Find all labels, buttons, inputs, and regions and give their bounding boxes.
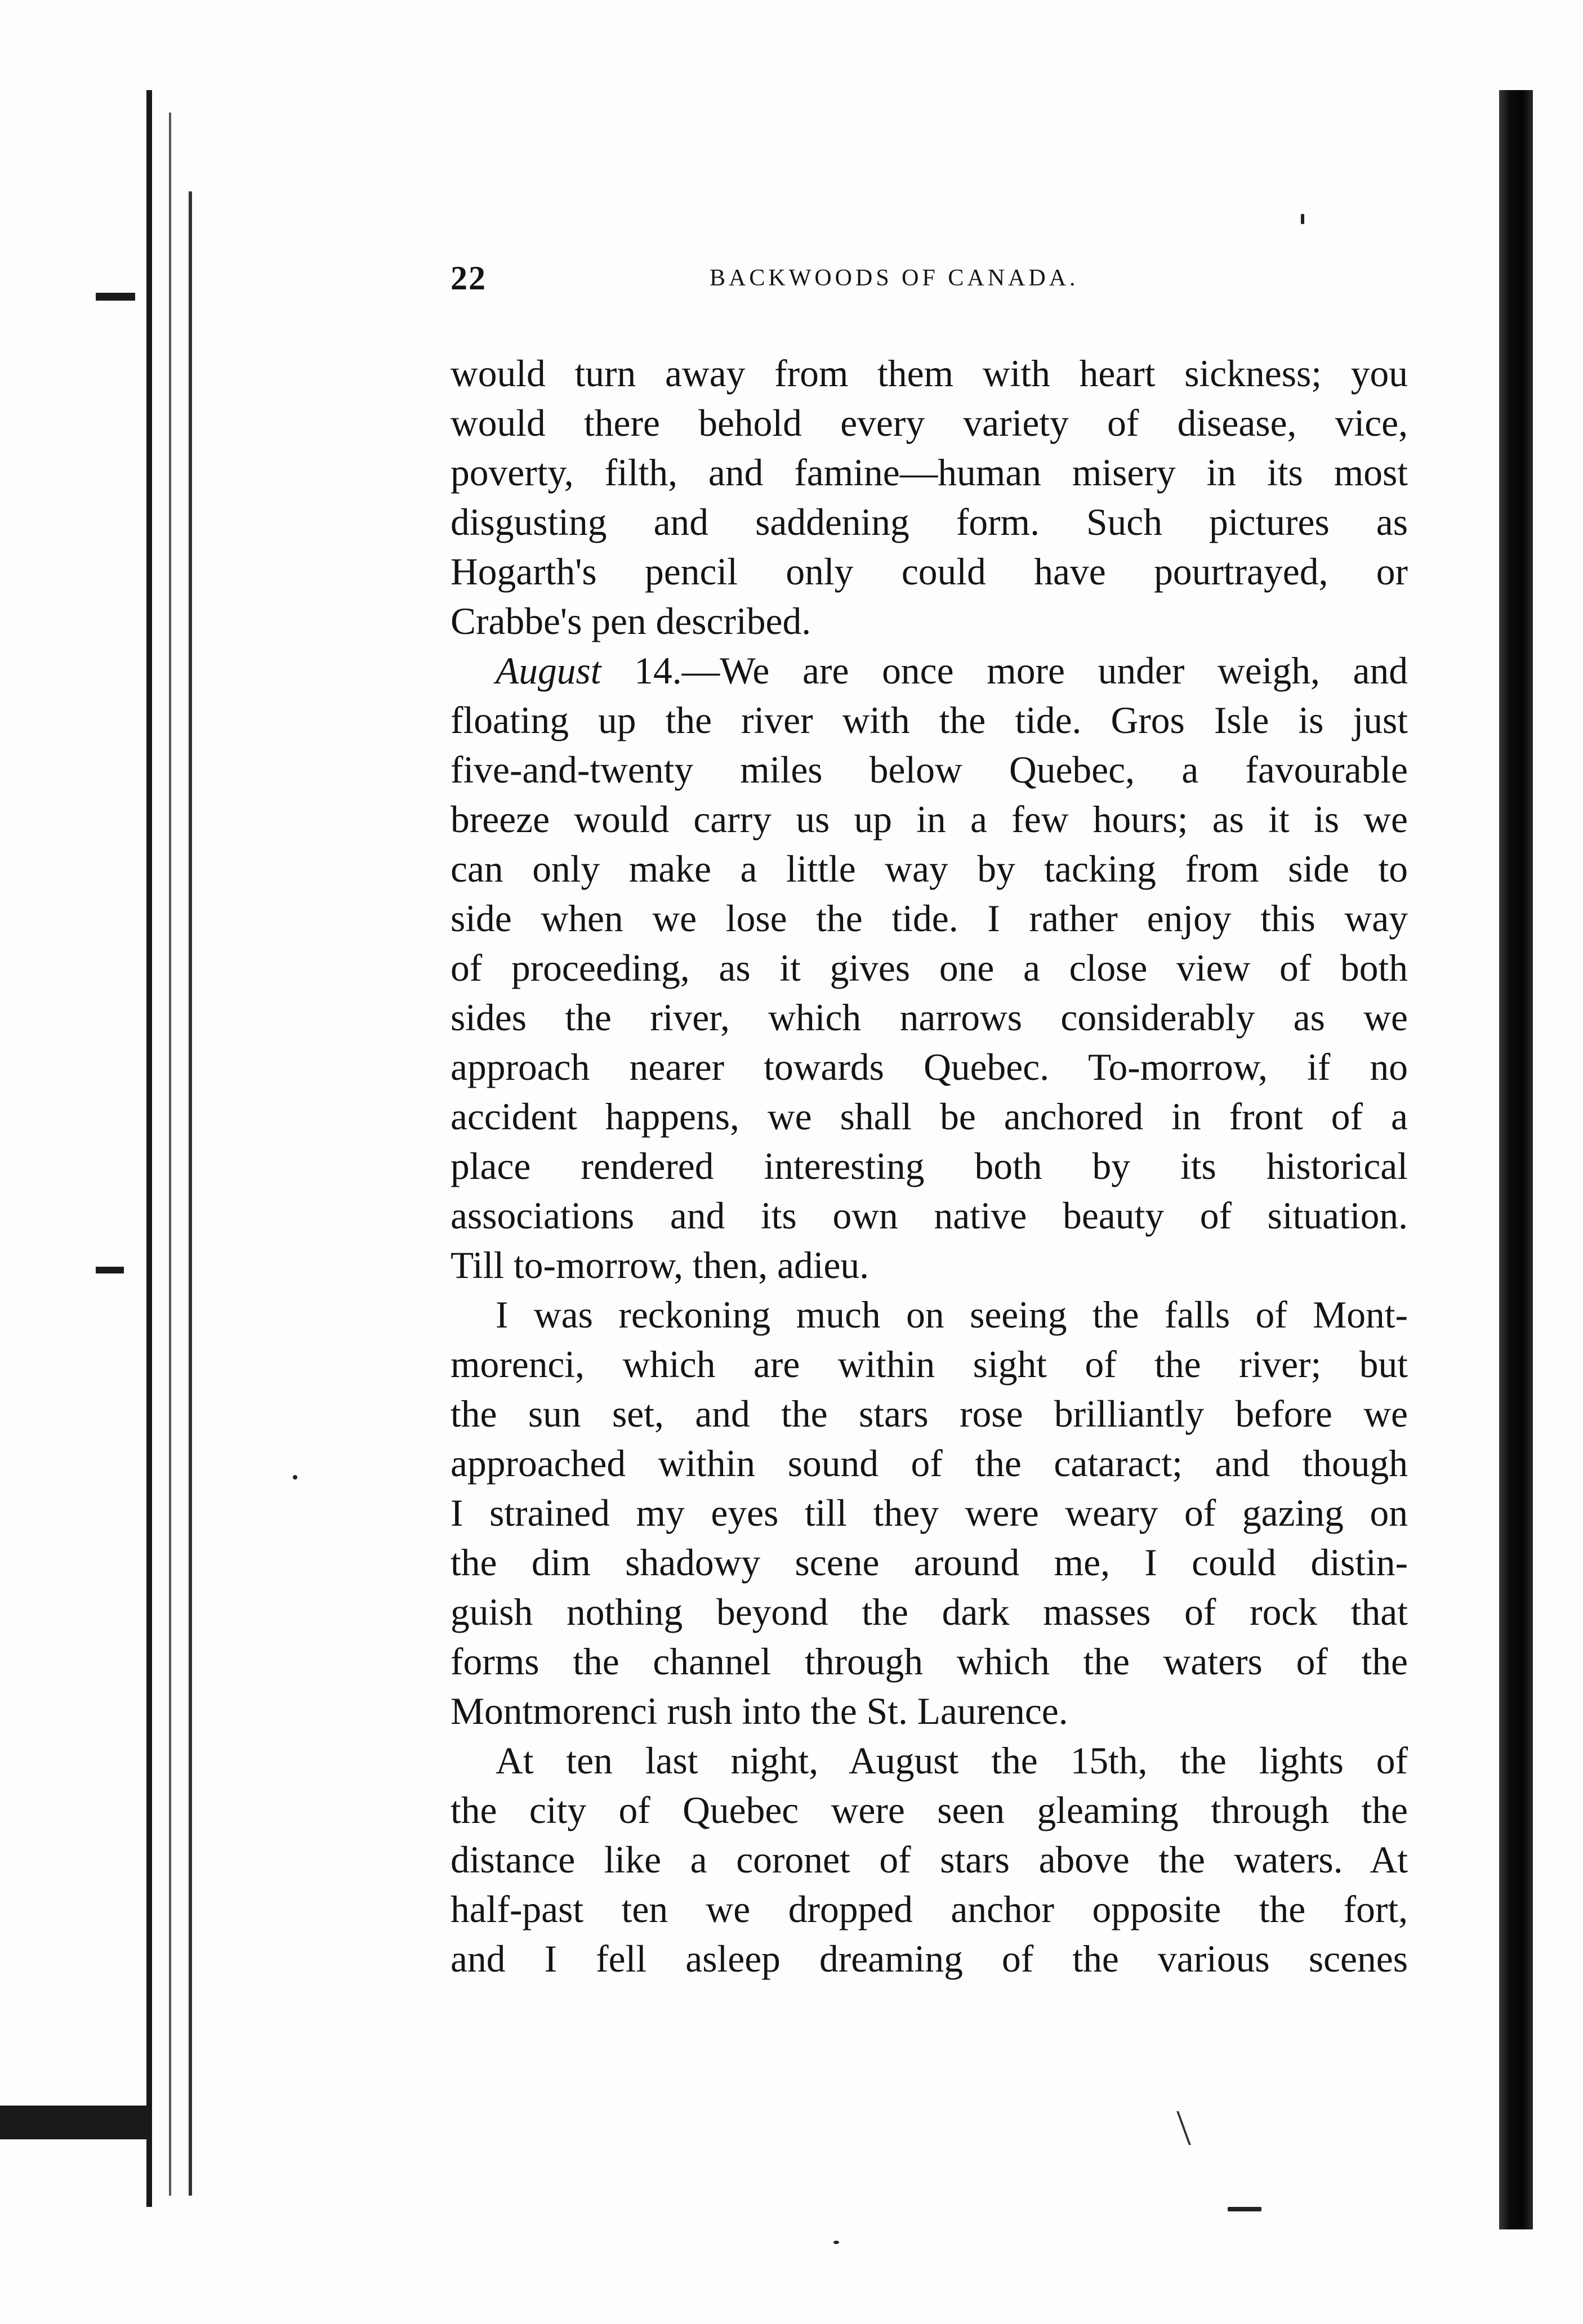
text-line: floating up the river with the tide. Gros Isle is just bbox=[451, 699, 1408, 741]
binding-edge bbox=[135, 79, 220, 2218]
text-line: sides the river, which narrows considerably as we bbox=[451, 996, 1408, 1039]
text-line bbox=[451, 646, 1408, 696]
text-line: approached within sound of the cataract; and though bbox=[451, 1442, 1408, 1485]
page-edge-shadow bbox=[1499, 90, 1533, 2229]
text-line: place rendered interesting both by its historical bbox=[451, 1145, 1408, 1187]
paragraph-3 bbox=[451, 1290, 1408, 1736]
text-line: of proceeding, as it gives one a close view of both bbox=[451, 947, 1408, 989]
scan-speck bbox=[293, 1475, 297, 1480]
text-line: forms the channel through which the waters of the bbox=[451, 1641, 1408, 1683]
text-line: disgusting and saddening form. Such pictures as bbox=[451, 501, 1408, 543]
text-line: would turn away from them with heart sickness; you bbox=[451, 352, 1408, 395]
text-line: guish nothing beyond the dark masses of rock that bbox=[451, 1591, 1408, 1633]
text-line: five-and-twenty miles below Quebec, a favourable bbox=[451, 749, 1408, 791]
text-line: breeze would carry us up in a few hours; as it is we bbox=[451, 798, 1408, 841]
text-line: Hogarth's pencil only could have pourtrayed, or bbox=[451, 551, 1408, 593]
text-line: the dim shadowy scene around me, I could distin- bbox=[451, 1541, 1408, 1584]
text-line: associations and its own native beauty of situation. bbox=[451, 1195, 1408, 1237]
scan-speck bbox=[1228, 2207, 1261, 2211]
text-line: I strained my eyes till they were weary of gazing on bbox=[451, 1492, 1408, 1534]
text-line: poverty, filth, and famine—human misery in its most bbox=[451, 452, 1408, 494]
scan-speck bbox=[1301, 214, 1304, 224]
text-line: half-past ten we dropped anchor opposite the fort, bbox=[451, 1888, 1408, 1930]
text-line: would there behold every variety of disease, vice, bbox=[451, 402, 1408, 444]
date-label: August bbox=[496, 650, 601, 692]
paragraph-1 bbox=[451, 349, 1408, 646]
text-line: I was reckoning much on seeing the falls of Mont- bbox=[496, 1294, 1408, 1336]
scan-speck bbox=[1176, 2111, 1214, 2145]
paragraph-2 bbox=[451, 646, 1408, 1290]
text-line: and I fell asleep dreaming of the various scenes bbox=[451, 1938, 1408, 1980]
text-line: the sun set, and the stars rose brilliantly before we bbox=[451, 1393, 1408, 1435]
text-line: morenci, which are within sight of the river; but bbox=[451, 1343, 1408, 1386]
body-text bbox=[451, 349, 1408, 1984]
text-line: approach nearer towards Quebec. To-morrow, if no bbox=[451, 1046, 1408, 1088]
text-line: side when we lose the tide. I rather enjoy this way bbox=[451, 897, 1408, 940]
page-number: 22 bbox=[451, 260, 487, 297]
text-line: the city of Quebec were seen gleaming through the bbox=[451, 1789, 1408, 1831]
text-line: distance like a coronet of stars above the waters. At bbox=[451, 1839, 1408, 1881]
text-line: At ten last night, August the 15th, the lights of bbox=[496, 1740, 1408, 1782]
running-head bbox=[451, 259, 1408, 304]
text-line: accident happens, we shall be anchored in front of a bbox=[451, 1096, 1408, 1138]
text-line: Montmorenci rush into the St. Laurence. bbox=[451, 1690, 1068, 1732]
date-line-rest: 14.—We are once more under weigh, and bbox=[601, 650, 1408, 692]
running-title: BACKWOODS OF CANADA. bbox=[710, 265, 1079, 291]
text-line: Crabbe's pen described. bbox=[451, 600, 811, 642]
paragraph-4 bbox=[451, 1736, 1408, 1984]
scan-speck bbox=[833, 2241, 839, 2244]
text-line: Till to-morrow, then, adieu. bbox=[451, 1244, 869, 1286]
text-line: can only make a little way by tacking from side to bbox=[451, 848, 1408, 890]
